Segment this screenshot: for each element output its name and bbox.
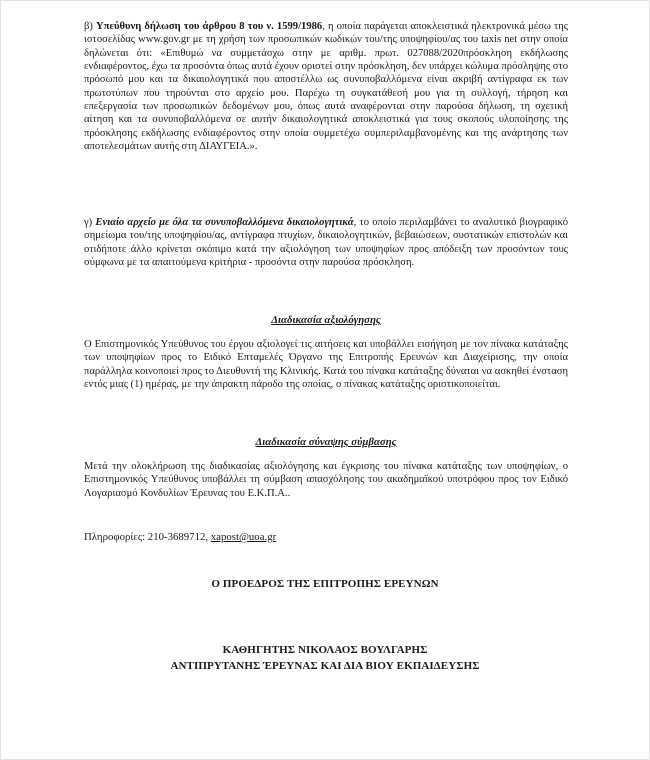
contact-email-link[interactable]: xapost@uoa.gr xyxy=(210,531,277,543)
committee-title: Ο ΠΡΟΕΔΡΟΣ ΤΗΣ ΕΠΙΤΡΟΠΗΣ ΕΡΕΥΝΩΝ xyxy=(211,578,439,590)
paragraph-c-block xyxy=(84,216,568,269)
paragraph-c-lead: γ) xyxy=(84,217,96,228)
contract-heading: Διαδικασία σύναψης σύμβασης xyxy=(255,436,397,448)
signatory-name: ΚΑΘΗΓΗΤΗΣ ΝΙΚΟΛΑΟΣ ΒΟΥΛΓΑΡΗΣ xyxy=(222,644,428,656)
paragraph-b-body: , η οποία παράγεται αποκλειστικά ηλεκτρονικά μέσω της ιστοσελίδας www.gov.gr με τη χρήση των προσωπικών κωδικών του/της υποψηφίου/ας του taxis net στην οποία δηλώνεται ότι: «Επιθυμώ να συμμετάσχω στην με αριθμ. πρωτ. 027088/2020πρόσκληση εκδήλωσης ενδιαφέροντος, έχω τα προσόντα όπως αυτά έχουν οριστεί στην πρόσκληση, δεν υπάρχει κώλυμα πρόσληψης στο πρόσωπό μου και τα δικαιολογητικά που αποστέλλω ως συνυποβαλλόμενα είναι ακριβή αντίγραφα εκ των πρωτοτύπων που τηρούνται στο αρχείο μου. Παρέχω τη συγκατάθεσή μου για τη συλλογή, τήρηση και επεξεργασία των προσωπικών δεδομένων μου, όπως αυτά αναφέρονται στην παρούσα δήλωση, τη σχετική αίτηση και τα συνυποβαλλόμενα σε αυτήν δικαιολογητικά αποκλειστικά για τους σκοπούς υλοποίησης της πρόσκλησης εκδήλωσης ενδιαφέροντος στην οποία συμμετέχω συμπεριλαμβανομένης και της ανάρτησης των αποτελεσμάτων αυτής στη ΔΙΑΥΓΕΙΑ.». xyxy=(84,21,568,153)
paragraph-c xyxy=(84,216,568,269)
paragraph-c-heading: Ενιαίο αρχείο με όλα τα συνυποβαλλόμενα δικαιολογητικά xyxy=(95,217,354,228)
contract-body: Μετά την ολοκλήρωση της διαδικασίας αξιολόγησης και έγκρισης του πίνακα κατάταξης των υποψηφίων, ο Επιστημονικός Υπεύθυνος υποβάλλει τη σύμβαση απασχόλησης του ακαδημαϊκού υποτρόφου προς τον Ειδικό Λογαριασμό Κονδυλίων Έρευνας του Ε.Κ.Π.Α.. xyxy=(84,461,568,499)
document-body xyxy=(84,20,568,153)
contact-info xyxy=(84,531,276,543)
evaluation-body: Ο Επιστημονικός Υπεύθυνος του έργου αξιολογεί τις αιτήσεις και υποβάλλει εισήγηση με τον πίνακα κατάταξης των υποψηφίων προς το Ειδικό Επταμελές Όργανο της Επιτροπής Ερευνών και Διαχείρισης, την οποία παράλληλα κοινοποιεί προς το Διευθυντή της Κλινικής. Κατά του πίνακα κατάταξης δύναται να ασκηθεί ένσταση εντός μιας (1) ημέρας, με την άπρακτη πάροδο της οποίας, ο πίνακας κατάταξης οριστικοποιείται. xyxy=(84,339,568,391)
evaluation-heading: Διαδικασία αξιολόγησης xyxy=(271,314,381,326)
contact-label: Πληροφορίες: 210-3689712, xyxy=(84,531,211,543)
paragraph-b-heading: Υπεύθυνη δήλωση του άρθρου 8 του ν. 1599/1986 xyxy=(96,21,323,32)
paragraph-c-body: , το οποίο περιλαμβάνει το αναλυτικό βιογραφικό σημείωμα του/της υποψηφίου/ας, αντίγραφα πτυχίων, δικαιολογητικών, βεβαιώσεων, συστατικών επιστολών και οτιδήποτε άλλο κρίνεται σκόπιμο κατά την αξιολόγηση των υποψηφίων προς απόδειξη των προσόντων τους σύμφωνα με τα απαιτούμενα κριτήρια - προσόντα στην παρούσα πρόσκληση. xyxy=(84,217,569,269)
signatory-role: ΑΝΤΙΠΡΥΤΑΝΗΣ ΈΡΕΥΝΑΣ ΚΑΙ ΔΙΑ ΒΙΟΥ ΕΚΠΑΙΔΕΥΣΗΣ xyxy=(170,660,480,672)
paragraph-b-lead: β) xyxy=(84,21,97,32)
paragraph-b xyxy=(84,20,568,153)
